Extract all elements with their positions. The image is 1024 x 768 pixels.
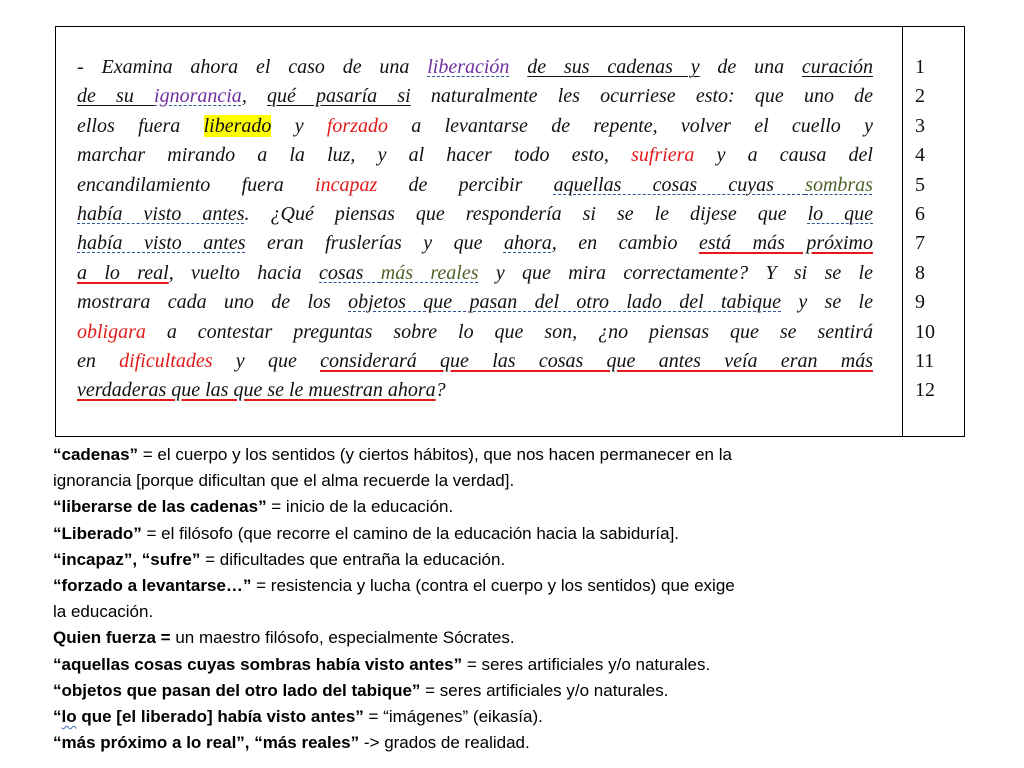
marked-phrase: obligara — [77, 320, 146, 343]
marked-phrase: dificultades — [119, 349, 213, 372]
passage-line — [77, 171, 873, 200]
passage-line — [77, 53, 873, 82]
passage-fragment: encandilamiento fuera — [77, 173, 316, 196]
line-number: 12 — [915, 379, 935, 402]
marked-phrase: verdaderas que las que se le muestran ahora — [77, 379, 436, 402]
glossary-definition: la educación. — [53, 602, 154, 622]
glossary-line — [53, 494, 903, 520]
glossary-definition: = seres artificiales y/o naturales. — [462, 654, 711, 674]
glossary-term: lo — [61, 706, 77, 726]
passage-fragment: en — [77, 349, 120, 372]
passage-fragment: y se le — [781, 291, 873, 314]
glossary-term: “ — [53, 706, 62, 726]
passage-line — [77, 82, 873, 111]
marked-phrase: ignorancia — [154, 85, 242, 108]
marked-phrase: sombras — [805, 173, 873, 196]
passage-fragment: de una — [699, 56, 802, 78]
passage-fragment: , vuelto hacia — [168, 261, 319, 284]
marked-phrase: sufriera — [631, 144, 695, 167]
passage-fragment: mostrara cada uno de los — [77, 291, 349, 314]
marked-phrase: qué pasaría si — [267, 85, 411, 108]
glossary-term: “liberarse de las cadenas” — [53, 497, 267, 517]
passage-line — [77, 229, 873, 258]
marked-phrase: aquellas cosas cuyas — [553, 173, 806, 196]
highlighted-term: liberado — [203, 114, 272, 137]
passage-line — [77, 141, 873, 170]
glossary-definition: = el filósofo (que recorre el camino de la educación hacia la sabiduría]. — [141, 523, 680, 543]
passage-fragment — [509, 56, 527, 78]
glossary-definition: -> grados de realidad. — [359, 733, 530, 753]
passage-fragment: eran fruslerías y que — [245, 232, 504, 255]
line-number: 7 — [915, 232, 925, 255]
glossary-line — [53, 625, 903, 651]
glossary-line — [53, 730, 903, 756]
marked-phrase: considerará que las cosas que antes veía eran más — [320, 349, 873, 372]
passage-line — [77, 347, 873, 376]
glossary-notes — [53, 442, 903, 756]
glossary-line — [53, 599, 903, 625]
passage-fragment: y — [271, 114, 327, 137]
glossary-line — [53, 442, 903, 468]
marked-phrase: incapaz — [315, 173, 378, 196]
passage-fragment: y que — [212, 349, 321, 372]
passage-fragment: marchar mirando a la luz, y al hacer todo esto, — [77, 144, 632, 167]
line-number: 9 — [915, 291, 925, 314]
line-number: 2 — [915, 85, 925, 108]
line-number-column — [915, 53, 955, 406]
glossary-line — [53, 678, 903, 704]
passage-fragment: , — [241, 85, 267, 108]
marked-phrase: había visto antes — [77, 232, 246, 255]
marked-phrase: curación — [801, 56, 873, 78]
passage-fragment: a contestar preguntas sobre lo que son, ¿no piensas que se sentirá — [145, 320, 873, 343]
line-number: 11 — [915, 349, 935, 372]
glossary-term: “incapaz”, “sufre” — [53, 549, 201, 569]
glossary-line — [53, 521, 903, 547]
passage-line — [77, 288, 873, 317]
marked-phrase: cosas — [319, 261, 381, 284]
passage-line — [77, 112, 873, 141]
marked-phrase: liberación — [427, 56, 510, 78]
marked-phrase: más reales — [380, 261, 479, 284]
line-number: 3 — [915, 114, 925, 137]
passage-fragment: ? — [435, 379, 446, 402]
glossary-term: Quien fuerza = — [53, 628, 171, 648]
marked-phrase: lo que — [807, 202, 874, 225]
line-number: 6 — [915, 202, 925, 225]
line-number: 4 — [915, 144, 925, 167]
glossary-line — [53, 704, 903, 730]
marked-phrase: a lo real — [77, 261, 169, 284]
glossary-definition: ignorancia [porque dificultan que el alma recuerde la verdad]. — [53, 471, 515, 491]
passage-fragment: ellos fuera — [77, 114, 204, 137]
glossary-line — [53, 652, 903, 678]
marked-phrase: forzado — [326, 114, 388, 137]
glossary-definition: = inicio de la educación. — [266, 497, 454, 517]
passage-fragment: naturalmente les ocurriese esto: que uno de — [410, 85, 873, 108]
glossary-definition: = resistencia y lucha (contra el cuerpo y los sentidos) que exige — [251, 575, 735, 595]
glossary-term: “forzado a levantarse…” — [53, 575, 252, 595]
glossary-term: “cadenas” — [53, 445, 139, 464]
line-number: 10 — [915, 320, 935, 343]
glossary-definition: = el cuerpo y los sentidos (y ciertos hábitos), que nos hacen permanecer en la — [138, 445, 732, 464]
passage-fragment: - Examina ahora el caso de una — [77, 56, 428, 78]
glossary-term: “más próximo a lo real”, “más reales” — [53, 733, 360, 753]
marked-phrase: objetos que pasan del otro lado del tabique — [348, 291, 781, 314]
glossary-term: “aquellas cosas cuyas sombras había visto antes” — [53, 654, 463, 674]
passage-fragment: . ¿Qué piensas que respondería si se le dijese que — [244, 202, 808, 225]
marked-phrase: de su — [77, 85, 155, 108]
marked-phrase: está más próximo — [698, 232, 874, 255]
passage-line — [77, 318, 873, 347]
passage-text — [77, 53, 873, 406]
line-number: 5 — [915, 173, 925, 196]
marked-phrase: de sus cadenas y — [527, 56, 700, 78]
marked-phrase: ahora — [503, 232, 552, 255]
glossary-term: “Liberado” — [53, 523, 142, 543]
marked-phrase: había visto antes — [77, 202, 245, 225]
passage-fragment: y que mira correctamente? Y si se le — [478, 261, 873, 284]
passage-line — [77, 376, 873, 405]
passage-fragment: , en cambio — [551, 232, 699, 255]
glossary-definition: = seres artificiales y/o naturales. — [420, 680, 669, 700]
line-number: 8 — [915, 261, 925, 284]
passage-line — [77, 259, 873, 288]
glossary-line — [53, 573, 903, 599]
glossary-line — [53, 547, 903, 573]
line-number: 1 — [915, 56, 925, 78]
glossary-term: que [el liberado] había visto antes” — [76, 706, 364, 726]
glossary-definition: = “imágenes” (eikasía). — [363, 706, 543, 726]
passage-line — [77, 200, 873, 229]
glossary-term: “objetos que pasan del otro lado del tabique” — [53, 680, 421, 700]
glossary-definition: un maestro filósofo, especialmente Sócrates. — [170, 628, 515, 648]
glossary-definition: = dificultades que entraña la educación. — [200, 549, 506, 569]
passage-fragment: a levantarse de repente, volver el cuello y — [388, 114, 873, 137]
passage-fragment: y a causa del — [694, 144, 873, 167]
glossary-line — [53, 468, 903, 494]
passage-fragment: de percibir — [377, 173, 554, 196]
